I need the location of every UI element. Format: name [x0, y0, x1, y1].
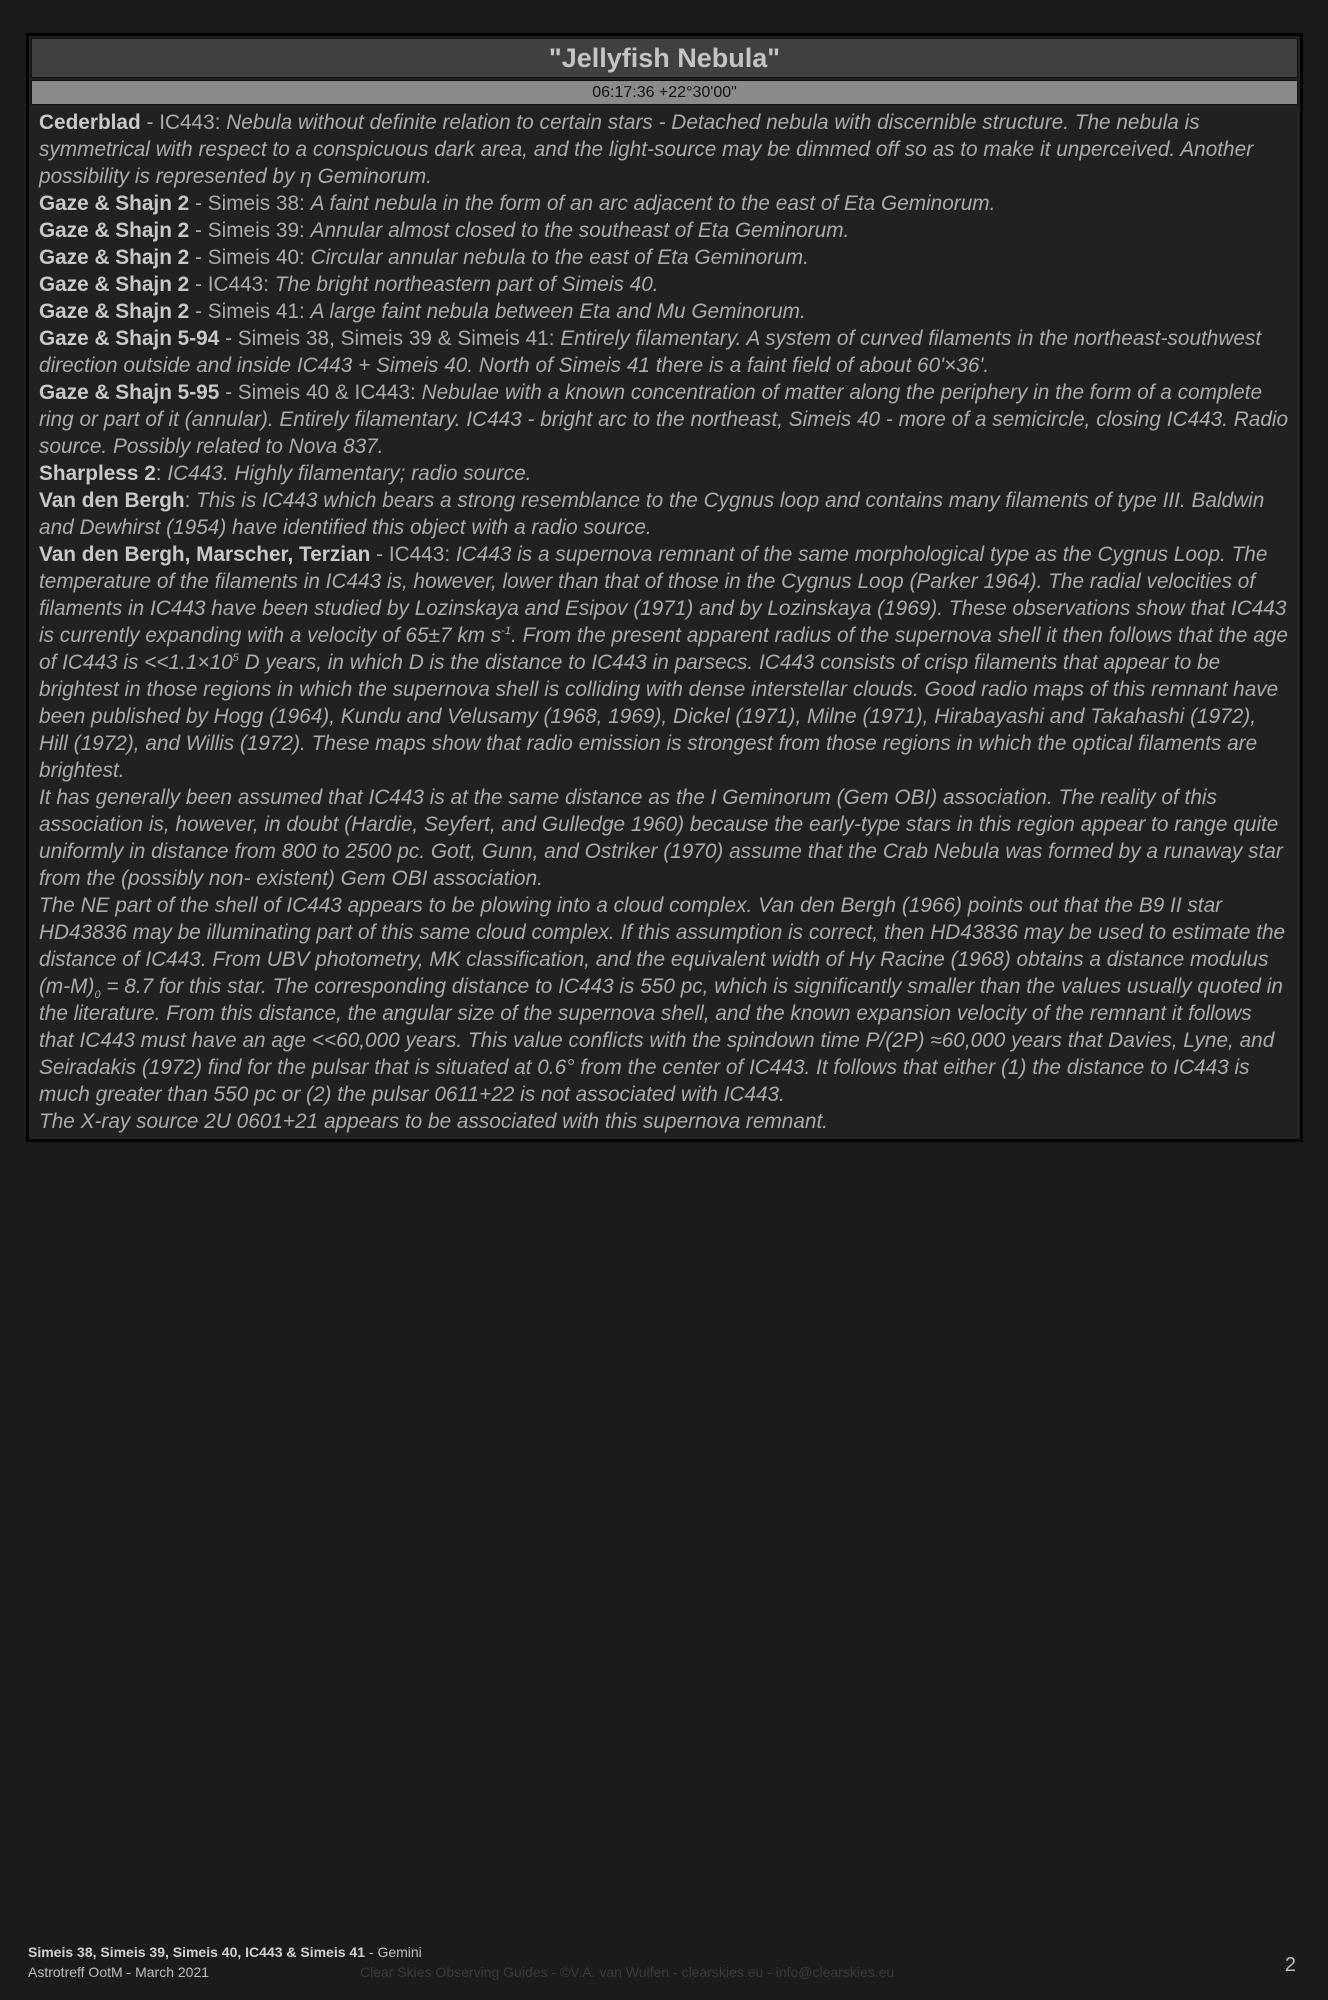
- description-list: [29, 105, 1300, 1139]
- description-entry: Gaze & Shajn 5-94 - Simeis 38, Simeis 39 & Simeis 41: Entirely filamentary. A system of curved filaments in the northeast-southwest direction outside and inside IC443 + Simeis 40. North of Simeis 41 there is a faint field of about 60'×36'.: [39, 327, 1262, 377]
- entry-source: Gaze & Shajn 2: [39, 273, 190, 296]
- entry-description: Circular annular nebula to the east of Eta Geminorum.: [310, 246, 809, 269]
- description-entry: Cederblad - IC443: Nebula without definite relation to certain stars - Detached nebula with discernible structure. The nebula is symmetrical with respect to a conspicuous dark area, and the light-source may be dimmed off so as to make it unperceived. Another possibility is represented by η Geminorum.: [39, 111, 1254, 188]
- entry-description: A faint nebula in the form of an arc adjacent to the east of Eta Geminorum.: [310, 192, 996, 215]
- entry-source: Sharpless 2: [39, 462, 156, 485]
- footer-credits: Clear Skies Observing Guides - ©V.A. van Wulfen - clearskies.eu - info@clearskies.eu: [360, 1964, 895, 1980]
- entry-description: [39, 543, 1288, 782]
- description-paragraph: It has generally been assumed that IC443 is at the same distance as the I Geminorum (Gem OBI) association. The reality of this association is, however, in doubt (Hardie, Seyfert, and Gulledge 1960) because the early-type stars in this region appear to range quite uniformly in distance from 800 to 2500 pc. Gott, Gunn, and Ostriker (1970) assume that the Crab Nebula was formed by a runaway star from the (possibly non- existent) Gem OBI association.: [39, 786, 1283, 890]
- description-entry: Gaze & Shajn 5-95 - Simeis 40 & IC443: Nebulae with a known concentration of matter along the periphery in the form of a complete ring or part of it (annular). Entirely filamentary. IC443 - bright arc to the northeast, Simeis 40 - more of a semicircle, closing IC443. Radio source. Possibly related to Nova 837.: [39, 381, 1289, 458]
- entry-description: The bright northeastern part of Simeis 40.: [274, 273, 659, 296]
- footer-publication: Astrotreff OotM - March 2021: [28, 1964, 210, 1980]
- object-panel: [26, 33, 1303, 1142]
- entry-source: Van den Bergh: [39, 489, 185, 512]
- entry-object: Simeis 39: [207, 219, 300, 242]
- subscript: 0: [94, 989, 101, 1002]
- description-paragraph: The X-ray source 2U 0601+21 appears to be associated with this supernova remnant.: [39, 1110, 829, 1133]
- entry-source: Gaze & Shajn 2: [39, 300, 190, 323]
- page-number: 2: [1284, 1954, 1296, 1976]
- entry-source: Gaze & Shajn 5-95: [39, 381, 220, 404]
- entry-object: Simeis 40 & IC443: [237, 381, 411, 404]
- description-entry: Gaze & Shajn 2 - Simeis 38: A faint nebula in the form of an arc adjacent to the east of Eta Geminorum.: [39, 192, 996, 215]
- entry-object: Simeis 38: [207, 192, 300, 215]
- entry-source: Gaze & Shajn 2: [39, 246, 190, 269]
- entry-source: Gaze & Shajn 5-94: [39, 327, 220, 350]
- entry-object: IC443: [388, 543, 445, 566]
- entry-object: Simeis 38, Simeis 39 & Simeis 41: [237, 327, 549, 350]
- entry-description: Annular almost closed to the southeast of Eta Geminorum.: [310, 219, 850, 242]
- footer-object-line: Simeis 38, Simeis 39, Simeis 40, IC443 & Simeis 41 - Gemini: [28, 1944, 422, 1960]
- footer-constellation: Gemini: [377, 1944, 422, 1960]
- sharpless-entry: Sharpless 2: IC443. Highly filamentary; radio source.: [39, 462, 532, 485]
- superscript: -1: [501, 625, 512, 638]
- entry-description: Nebula without definite relation to certain stars - Detached nebula with discernible structure. The nebula is symmetrical with respect to a conspicuous dark area, and the light-source may be dimmed off so as to make it unperceived. Another possibility is represented by η Geminorum.: [39, 111, 1254, 188]
- description-paragraph: [39, 892, 1290, 1108]
- vdb-marscher-terzian-entry: Van den Bergh, Marscher, Terzian - IC443: IC443 is a supernova remnant of the same morphological type as the Cygnus Loop. The temperature of the filaments in IC443 is, however, lower than that of those in the Cygnus Loop (Parker 1964). The radial velocities of filaments in IC443 have been studied by Lozinskaya and Esipov (1971) and by Lozinskaya (1969). These observations show that IC443 is currently expanding with a velocity of 65±7 km $s^{-1}$. From the present apparent radius of the supernova shell it then follows that the age of IC443 is $<<1.1\times 10^5$ D years, in which D is the distance to IC443 in parsecs. IC443 consists of crisp filaments that appear to be brightest in those regions in which the supernova shell is colliding with dense interstellar clouds. Good radio maps of this remnant have been published by Hogg (1964), Kundu and Velusamy (1968, 1969), Dickel (1971), Milne (1971), Hirabayashi and Takahashi (1972), Hill (1972), and Willis (1972). These maps show that radio emission is strongest from those regions in which the optical filaments are brightest.: [39, 543, 1288, 782]
- text-run: The NE part of the shell of IC443 appears to be plowing into a cloud complex. Van den Bergh (1966) points out that the B9 II star HD43836 may be illuminating part of this same cloud complex. If this assumption is correct, then HD43836 may be used to estimate the distance of IC443. From UBV photometry, MK classification, and the equivalent width of Hγ Racine (1968) obtains a distance modulus (m-M): [39, 894, 1286, 998]
- entry-object: IC443: [159, 111, 215, 134]
- description-entry: Gaze & Shajn 2 - Simeis 39: Annular almost closed to the southeast of Eta Geminorum.: [39, 219, 850, 242]
- entry-source: Van den Bergh, Marscher, Terzian: [39, 543, 371, 566]
- entry-source: Gaze & Shajn 2: [39, 192, 190, 215]
- entry-source: Cederblad: [39, 111, 141, 134]
- van-den-bergh-entry: Van den Bergh: This is IC443 which bears a strong resemblance to the Cygnus loop and contains many filaments of type III. Baldwin and Dewhirst (1954) have identified this object with a radio source.: [39, 489, 1265, 539]
- entry-description: This is IC443 which bears a strong resemblance to the Cygnus loop and contains many filaments of type III. Baldwin and Dewhirst (1954) have identified this object with a radio source.: [39, 489, 1265, 539]
- description-entry: Gaze & Shajn 2 - Simeis 41: A large faint nebula between Eta and Mu Geminorum.: [39, 300, 806, 323]
- footer-objects: Simeis 38, Simeis 39, Simeis 40, IC443 & Simeis 41: [28, 1944, 365, 1960]
- coordinates-bar: 06:17:36 +22°30'00": [31, 80, 1298, 105]
- superscript: 5: [232, 652, 239, 665]
- text-run: . From the present apparent radius of the supernova shell it then follows that the age of IC443 is <<1.1×10: [39, 624, 1288, 674]
- entry-description: Entirely filamentary. A system of curved filaments in the northeast-southwest direction outside and inside IC443 + Simeis 40. North of Simeis 41 there is a faint field of about 60'×36'.: [39, 327, 1262, 377]
- entry-description: IC443. Highly filamentary; radio source.: [167, 462, 532, 485]
- description-entry: Gaze & Shajn 2 - IC443: The bright northeastern part of Simeis 40.: [39, 273, 659, 296]
- text-run: = 8.7 for this star. The corresponding distance to IC443 is 550 pc, which is significantly smaller than the values usually quoted in the literature. From this distance, the angular size of the supernova shell, and the known expansion velocity of the remnant it follows that IC443 must have an age <<60,000 years. This value conflicts with the spindown time P/(2P) ≈60,000 years that Davies, Lyne, and Seiradakis (1972) find for the pulsar that is situated at 0.6° from the center of IC443. It follows that either (1) the distance to IC443 is much greater than 550 pc or (2) the pulsar 0611+22 is not associated with IC443.: [39, 975, 1283, 1106]
- entry-description: A large faint nebula between Eta and Mu Geminorum.: [310, 300, 806, 323]
- entry-source: Gaze & Shajn 2: [39, 219, 190, 242]
- entry-object: Simeis 41: [207, 300, 300, 323]
- description-entry: Gaze & Shajn 2 - Simeis 40: Circular annular nebula to the east of Eta Geminorum.: [39, 246, 809, 269]
- entry-object: Simeis 40: [207, 246, 300, 269]
- text-run: IC443 is a supernova remnant of the same morphological type as the Cygnus Loop. The temperature of the filaments in IC443 is, however, lower than that of those in the Cygnus Loop (Parker 1964). The radial velocities of filaments in IC443 have been studied by Lozinskaya and Esipov (1971) and by Lozinskaya (1969). These observations show that IC443 is currently expanding with a velocity of 65±7 km s: [39, 543, 1287, 647]
- text-run: D years, in which D is the distance to IC443 in parsecs. IC443 consists of crisp filaments that appear to be brightest in those regions in which the supernova shell is colliding with dense interstellar clouds. Good radio maps of this remnant have been published by Hogg (1964), Kundu and Velusamy (1968, 1969), Dickel (1971), Milne (1971), Hirabayashi and Takahashi (1972), Hill (1972), and Willis (1972). These maps show that radio emission is strongest from those regions in which the optical filaments are brightest.: [39, 651, 1279, 782]
- entry-description: Nebulae with a known concentration of matter along the periphery in the form of a complete ring or part of it (annular). Entirely filamentary. IC443 - bright arc to the northeast, Simeis 40 - more of a semicircle, closing IC443. Radio source. Possibly related to Nova 837.: [39, 381, 1289, 458]
- page-title: "Jellyfish Nebula": [31, 38, 1298, 78]
- entry-object: IC443: [207, 273, 264, 296]
